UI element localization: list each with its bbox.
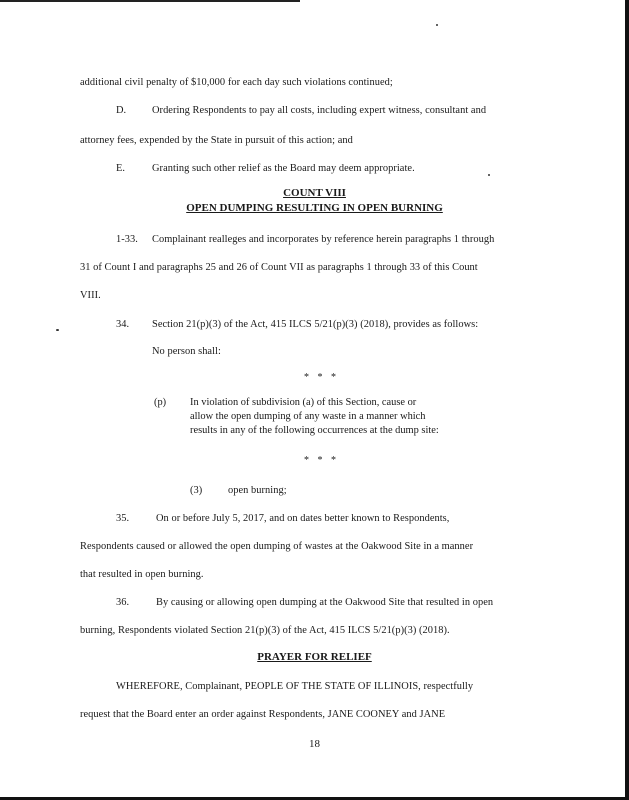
scan-speck [56, 329, 59, 331]
count-heading: COUNT VIII [283, 187, 346, 199]
text-line: No person shall: [152, 346, 221, 357]
page-number: 18 [309, 738, 320, 750]
ellipsis-stars: * * * [304, 372, 339, 383]
text-line: WHEREFORE, Complainant, PEOPLE OF THE STATE OF ILLINOIS, respectfully [116, 681, 474, 692]
quote-label-3: (3) [190, 485, 203, 496]
item-label-d: D. [116, 105, 127, 116]
text-line: In violation of subdivision (a) of this Section, cause or [190, 397, 417, 408]
quote-label-p: (p) [154, 397, 167, 408]
text-line: Granting such other relief as the Board may deem appropriate. [152, 163, 415, 174]
text-line: burning, Respondents violated Section 21(p)(3) of the Act, 415 ILCS 5/21(p)(3) (2018). [80, 625, 450, 636]
text-line: allow the open dumping of any waste in a manner which [190, 411, 426, 422]
text-line: Complainant realleges and incorporates by reference herein paragraphs 1 through [152, 234, 495, 245]
text-line: additional civil penalty of $10,000 for each day such violations continued; [80, 77, 393, 88]
scan-speck [436, 24, 438, 26]
paragraph-label: 35. [116, 513, 130, 524]
text-line: Respondents caused or allowed the open dumping of wastes at the Oakwood Site in a manner [80, 541, 474, 552]
text-line: VIII. [80, 290, 101, 301]
scan-edge-top [0, 0, 300, 2]
text-line: request that the Board enter an order against Respondents, JANE COONEY and JANE [80, 709, 446, 720]
item-label-e: E. [116, 163, 126, 174]
quote-block [190, 396, 439, 438]
text-line: results in any of the following occurrences at the dump site: [190, 425, 439, 436]
text-line: On or before July 5, 2017, and on dates better known to Respondents, [156, 513, 450, 524]
ellipsis-stars: * * * [304, 455, 339, 466]
paragraph-label: 34. [116, 319, 130, 330]
paragraph-label: 1-33. [116, 234, 138, 245]
prayer-heading: PRAYER FOR RELIEF [257, 651, 372, 663]
paragraph-label: 36. [116, 597, 130, 608]
count-subheading: OPEN DUMPING RESULTING IN OPEN BURNING [186, 202, 443, 214]
text-line: 31 of Count I and paragraphs 25 and 26 of Count VII as paragraphs 1 through 33 of this Count [80, 262, 478, 273]
text-line: attorney fees, expended by the State in pursuit of this action; and [80, 135, 353, 146]
text-line: open burning; [228, 485, 287, 496]
text-line: that resulted in open burning. [80, 569, 204, 580]
text-line: Ordering Respondents to pay all costs, including expert witness, consultant and [152, 105, 487, 116]
text-line: By causing or allowing open dumping at the Oakwood Site that resulted in open [156, 597, 494, 608]
scan-speck [488, 174, 490, 176]
scan-edge-right [625, 0, 629, 800]
text-line: Section 21(p)(3) of the Act, 415 ILCS 5/21(p)(3) (2018), provides as follows: [152, 319, 479, 330]
